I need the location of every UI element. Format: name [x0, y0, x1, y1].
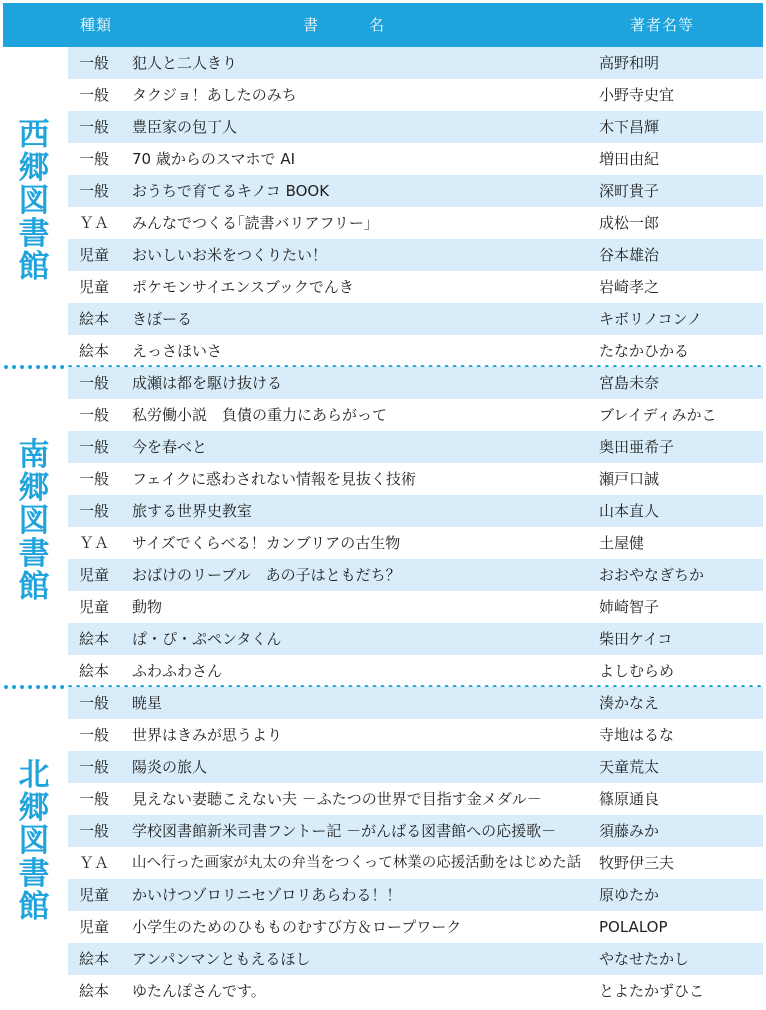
table-row [68, 79, 763, 111]
book-author: 宮島未奈 [599, 374, 660, 392]
book-author: おおやなぎちか [599, 566, 705, 584]
book-type: 一般 [79, 438, 110, 456]
book-title: かいけつゾロリニセゾロリあらわる！！ [132, 886, 402, 904]
book-title: サイズでくらべる！カンブリアの古生物 [132, 534, 401, 552]
book-author: 原ゆたか [599, 886, 660, 904]
book-type: 一般 [79, 150, 110, 168]
book-author: たなかひかる [599, 342, 690, 360]
book-author: 奥田亜希子 [599, 438, 675, 456]
book-title: 豊臣家の包丁人 [132, 118, 238, 136]
book-title: えっさほいさ [132, 342, 223, 360]
table-row [68, 175, 763, 207]
book-author: 須藤みか [599, 822, 660, 840]
table-row [68, 719, 763, 751]
table-row [68, 527, 763, 559]
book-title: アンパンマンともえるほし [132, 950, 311, 968]
book-type: 一般 [79, 406, 110, 424]
book-title: 世界はきみが思うより [132, 726, 283, 744]
book-type: 絵本 [79, 950, 110, 968]
table-row [68, 303, 763, 335]
book-type: 一般 [79, 758, 110, 776]
book-title: きぼーる [132, 310, 193, 328]
book-type: 児童 [79, 598, 110, 616]
book-title: 犯人と二人きり [132, 54, 238, 72]
book-author: 岩崎孝之 [599, 278, 660, 296]
book-author: 木下昌輝 [599, 118, 660, 136]
table-row [68, 463, 763, 495]
book-type: 一般 [79, 182, 110, 200]
book-title: 70 歳からのスマホで AI [132, 150, 296, 168]
table-row [68, 495, 763, 527]
book-author: 深町貴子 [599, 182, 660, 200]
book-author: ブレイディみかこ [599, 406, 717, 424]
table-row [68, 687, 763, 719]
book-title: おばけのリーブル あの子はともだち？ [132, 566, 401, 584]
book-title: 小学生のためのひもものむすび方＆ロープワーク [132, 918, 462, 936]
book-type: ＹＡ [79, 214, 110, 232]
book-title: ポケモンサイエンスブックでんき [132, 278, 354, 296]
book-title: 旅する世界史教室 [132, 502, 253, 520]
table-row [68, 655, 763, 687]
table-row [68, 815, 763, 847]
book-title: おいしいお米をつくりたい！ [132, 246, 328, 264]
book-type: 一般 [79, 118, 110, 136]
book-type: 一般 [79, 790, 110, 808]
book-type: 一般 [79, 822, 110, 840]
library-name: 北郷図書館 [18, 757, 50, 925]
book-title: みんなでつくる｢読書バリアフリー｣ [132, 214, 372, 232]
header-type: 種類 [80, 16, 113, 34]
book-title: 動物 [132, 598, 163, 616]
header-title: 書 名 [303, 16, 403, 34]
table-row [68, 879, 763, 911]
library-section [0, 367, 766, 687]
book-type: 一般 [79, 374, 110, 392]
book-title: 見えない妻聴こえない夫 －ふたつの世界で目指す金メダル－ [132, 790, 542, 808]
table-row [68, 783, 763, 815]
book-author: 瀬戸口誠 [599, 470, 660, 488]
book-author: 天童荒太 [599, 758, 660, 776]
table-row [68, 367, 763, 399]
header-author: 著者名等 [630, 16, 695, 34]
book-rows [68, 687, 763, 1007]
library-name: 西郷図書館 [18, 117, 50, 285]
book-title: 私労働小説 負債の重力にあらがって [132, 406, 388, 424]
book-rows [68, 367, 763, 687]
book-type: 絵本 [79, 662, 110, 680]
book-title: ゆたんぽさんです。 [132, 982, 266, 1000]
library-section [0, 687, 766, 1007]
book-author: 土屋健 [599, 534, 645, 552]
table-row [68, 847, 763, 879]
book-author: 高野和明 [599, 54, 660, 72]
book-type: 一般 [79, 54, 110, 72]
book-title: フェイクに惑わされない情報を見抜く技術 [132, 470, 416, 488]
table-row [68, 143, 763, 175]
book-author: POLALOP [599, 918, 668, 936]
table-row [68, 591, 763, 623]
book-author: 山本直人 [599, 502, 660, 520]
table-row [68, 399, 763, 431]
book-type: 一般 [79, 726, 110, 744]
book-author: よしむらめ [599, 662, 675, 680]
book-title: タクジョ！あしたのみち [132, 86, 297, 104]
table-row [68, 943, 763, 975]
table-row [68, 335, 763, 367]
book-type: ＹＡ [79, 854, 110, 872]
book-author: 成松一郎 [599, 214, 660, 232]
book-type: ＹＡ [79, 534, 110, 552]
book-title: 山へ行った画家が丸太の弁当をつくって林業の応援活動をはじめた話 [132, 855, 582, 871]
table-row [68, 239, 763, 271]
book-author: 湊かなえ [599, 694, 660, 712]
book-type: 絵本 [79, 342, 110, 360]
library-name: 南郷図書館 [18, 437, 50, 605]
book-author: とよたかずひこ [599, 982, 705, 1000]
book-type: 絵本 [79, 982, 110, 1000]
book-author: 篠原通良 [599, 790, 660, 808]
book-author: やなせたかし [599, 950, 690, 968]
book-type: 児童 [79, 566, 110, 584]
table-row [68, 623, 763, 655]
table-row [68, 751, 763, 783]
book-type: 児童 [79, 278, 110, 296]
book-title: おうちで育てるキノコ BOOK [132, 182, 330, 200]
book-title: 陽炎の旅人 [132, 758, 208, 776]
library-section [0, 47, 766, 367]
book-title: 暁星 [132, 694, 163, 712]
book-author: 姉崎智子 [599, 598, 660, 616]
book-type: 一般 [79, 470, 110, 488]
book-title: ぱ・ぴ・ぷペンタくん [132, 630, 282, 648]
book-type: 絵本 [79, 630, 110, 648]
table-row [68, 975, 763, 1007]
book-title: 今を春べと [132, 438, 208, 456]
book-type: 一般 [79, 86, 110, 104]
table-header [3, 3, 763, 47]
table-row [68, 431, 763, 463]
book-title: 学校図書館新米司書フントー記 －がんばる図書館への応援歌－ [132, 822, 557, 840]
book-author: 寺地はるな [599, 726, 675, 744]
book-title: 成瀬は都を駆け抜ける [132, 374, 283, 392]
book-author: 小野寺史宜 [599, 86, 675, 104]
book-type: 児童 [79, 246, 110, 264]
table-row [68, 111, 763, 143]
book-author: 柴田ケイコ [599, 630, 673, 648]
book-title: ふわふわさん [132, 662, 223, 680]
table-row [68, 911, 763, 943]
book-author: 谷本雄治 [599, 246, 660, 264]
book-type: 児童 [79, 918, 110, 936]
book-rows [68, 47, 763, 367]
table-row [68, 47, 763, 79]
table-row [68, 271, 763, 303]
book-type: 児童 [79, 886, 110, 904]
table-row [68, 559, 763, 591]
book-type: 絵本 [79, 310, 110, 328]
book-author: 牧野伊三夫 [599, 854, 675, 872]
book-type: 一般 [79, 694, 110, 712]
book-author: 増田由紀 [599, 150, 660, 168]
book-author: キボリノコンノ [599, 310, 703, 328]
book-type: 一般 [79, 502, 110, 520]
table-row [68, 207, 763, 239]
